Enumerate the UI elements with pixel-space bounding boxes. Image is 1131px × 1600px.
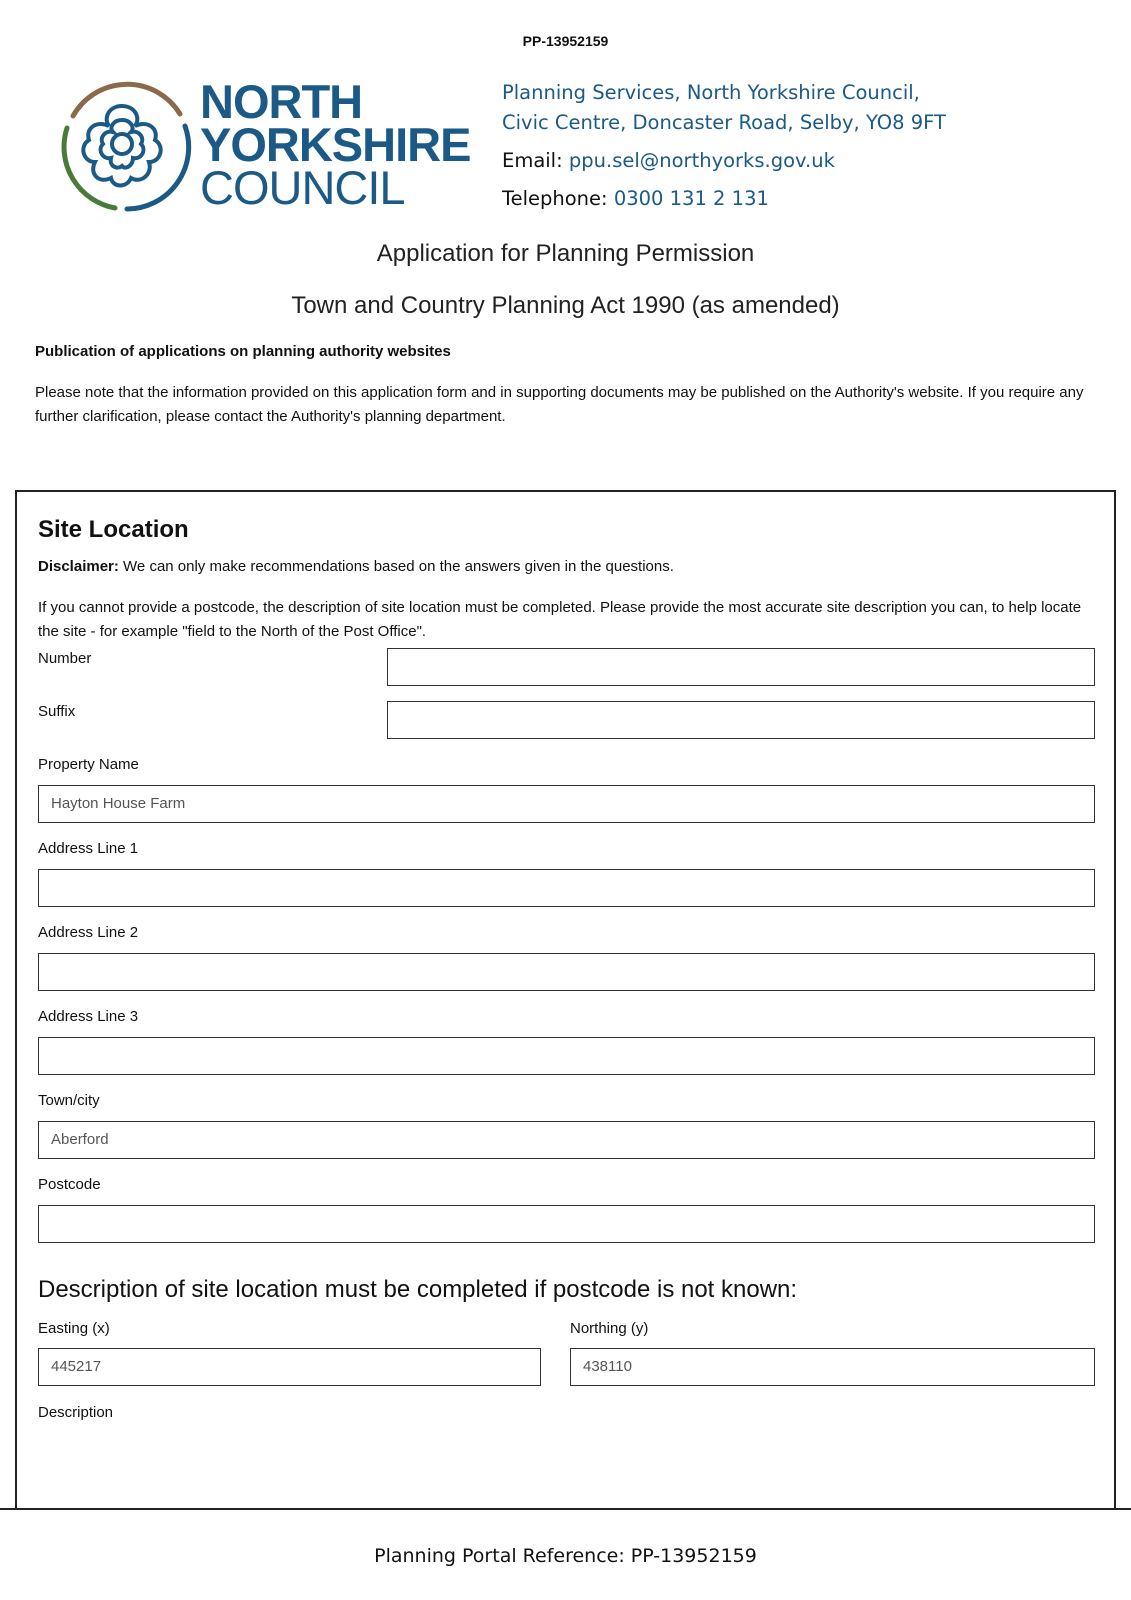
suffix-label: Suffix (38, 703, 76, 720)
northing-field[interactable]: 438110 (570, 1348, 1095, 1386)
logo-line-yorkshire: YORKSHIRE (200, 118, 471, 171)
town-city-field[interactable]: Aberford (38, 1121, 1095, 1159)
suffix-field[interactable] (387, 701, 1095, 739)
logo-line-council: COUNCIL (200, 161, 405, 214)
site-location-heading: Site Location (38, 516, 189, 543)
council-logo (55, 75, 471, 216)
address-line-2-field[interactable] (38, 953, 1095, 991)
site-location-panel (15, 490, 1116, 1510)
page-title: Application for Planning Permission (376, 240, 755, 267)
easting-field[interactable]: 445217 (38, 1348, 541, 1386)
property-name-label: Property Name (38, 756, 139, 773)
publication-text: Please note that the information provided on this application form and in supporting documents may be published on the Authority's website. If you require any further clarification, please contact the Authority's planning department. (35, 384, 1084, 425)
email-link[interactable]: ppu.sel@northyorks.gov.uk (568, 149, 835, 172)
postcode-label: Postcode (38, 1176, 101, 1193)
email-row (502, 146, 946, 176)
number-field[interactable] (387, 648, 1095, 686)
footer-reference: Planning Portal Reference: PP-13952159 (374, 1545, 757, 1567)
disclaimer (38, 558, 674, 575)
page-divider (0, 1508, 1131, 1510)
address-line-1-field[interactable] (38, 869, 1095, 907)
description-label: Description (38, 1404, 114, 1421)
phone-label: Telephone: (502, 187, 614, 210)
logo-line-north: NORTH (200, 75, 363, 128)
northing-label: Northing (y) (570, 1320, 649, 1337)
town-city-label: Town/city (38, 1092, 100, 1109)
disclaimer-text: We can only make recommendations based on the answers given in the questions. (118, 558, 674, 575)
description-heading: Description of site location must be completed if postcode is not known: (38, 1276, 798, 1303)
address-line-3-label: Address Line 3 (38, 1008, 139, 1025)
number-label: Number (38, 650, 92, 667)
postcode-field[interactable] (38, 1205, 1095, 1243)
easting-label: Easting (x) (38, 1320, 110, 1337)
address-line-2-label: Address Line 2 (38, 924, 139, 941)
address-line-3-field[interactable] (38, 1037, 1095, 1075)
council-wordmark (200, 75, 471, 214)
site-instructions: If you cannot provide a postcode, the description of site location must be completed. Please provide the most accurate site description you can, to help locate the site - for example "field to the North of the Post Office". (38, 599, 1082, 640)
email-label: Email: (502, 149, 569, 172)
address-line-1-label: Address Line 1 (38, 840, 139, 857)
rose-emblem-icon (55, 76, 195, 216)
address-line-1: Planning Services, North Yorkshire Council, (502, 81, 920, 104)
address-line-2: Civic Centre, Doncaster Road, Selby, YO8 9FT (502, 111, 946, 134)
contact-block (502, 78, 946, 214)
publication-heading: Publication of applications on planning authority websites (35, 343, 451, 360)
disclaimer-label: Disclaimer: (38, 558, 119, 575)
property-name-field[interactable]: Hayton House Farm (38, 785, 1095, 823)
phone-row (502, 184, 946, 214)
phone-number[interactable]: 0300 131 2 131 (613, 187, 769, 210)
page-subtitle: Town and Country Planning Act 1990 (as amended) (291, 292, 840, 319)
reference-number: PP-13952159 (522, 33, 609, 49)
